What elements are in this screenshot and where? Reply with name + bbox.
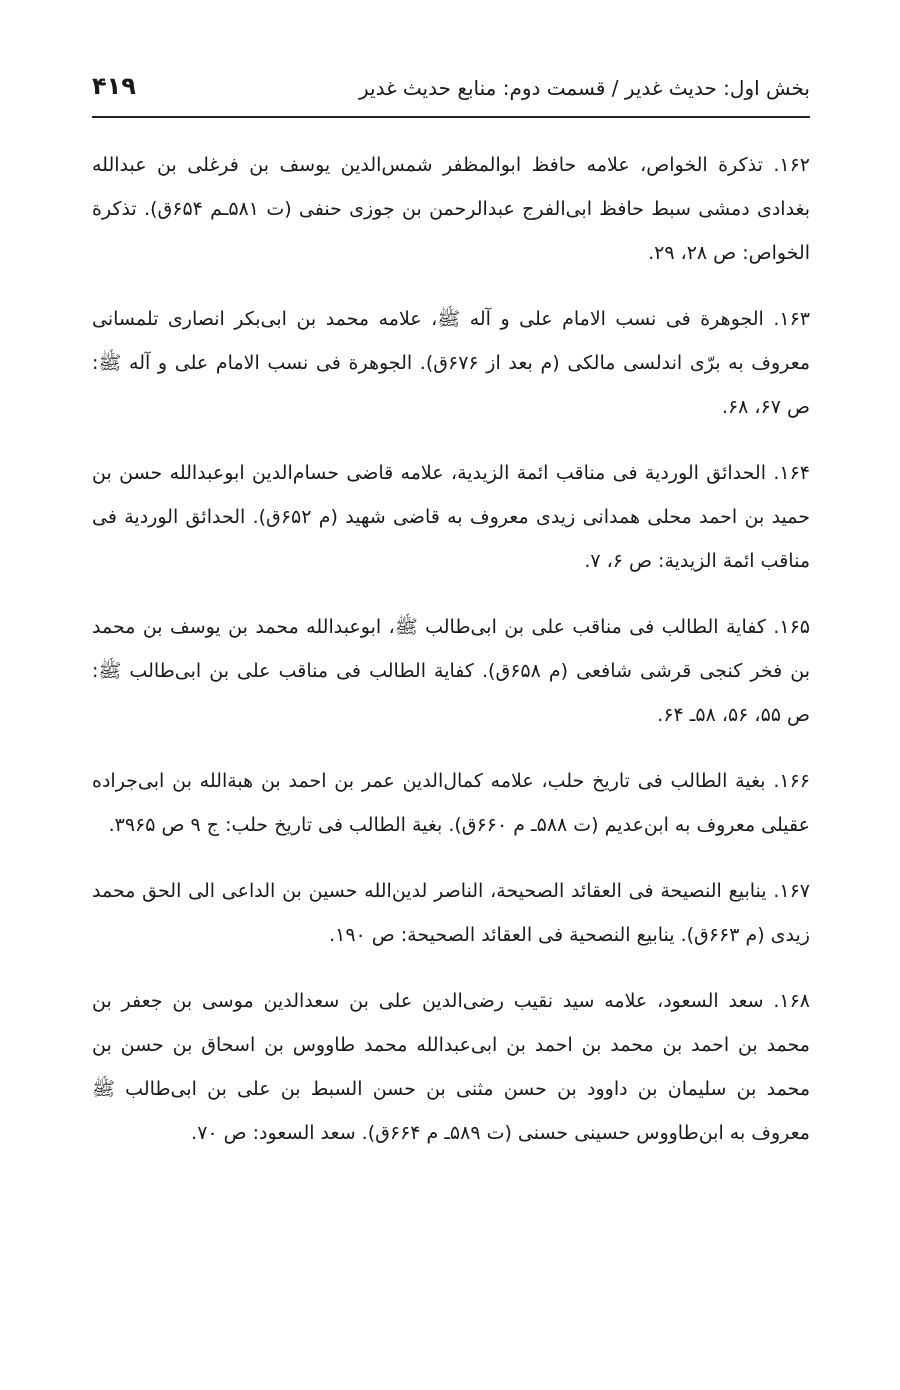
bibliography-entry-163: ۱۶۳. الجوهرة فی نسب الامام علی و آله ﷺ، علامه محمد بن ابی‌بکر انصاری تلمسانی معروف به برّی اندلسی مالکی (م بعد از ۶۷۶ق). الجوهرة فی نسب الامام علی و آله ﷺ: ص ۶۷، ۶۸. bbox=[92, 308, 810, 418]
page-number: ۴۱۹ bbox=[92, 72, 136, 100]
bibliography-entry-164: ۱۶۴. الحدائق الوردیة فی مناقب ائمة الزیدیة، علامه قاضی حسام‌الدین ابوعبدالله حسن بن حمید بن احمد محلی همدانی زیدی معروف به قاضی شهید (م ۶۵۲ق). الحدائق الوردیة فی مناقب ائمة الزیدیة: ص ۶، ۷. bbox=[92, 462, 811, 572]
bibliography-entry-168: ۱۶۸. سعد السعود، علامه سید نقیب رضی‌الدین علی بن سعدالدین موسی بن جعفر بن محمد بن احمد بن محمد بن احمد بن ابی‌عبدالله محمد طاووس بن اسحاق بن حسن بن محمد بن سلیمان بن داوود بن حسن مثنی بن حسن السبط بن علی بن ابی‌طالب ﷺ معروف به ابن‌طاووس حسینی حسنی (ت ۵۸۹ـ م ۶۶۴ق). سعد السعود: ص ۷۰. bbox=[92, 990, 810, 1144]
bibliography-entry-162: ۱۶۲. تذکرة الخواص، علامه حافظ ابوالمظفر شمس‌الدین یوسف بن فرغلی بن عبدالله بغدادی دمشی سبط حافظ ابی‌الفرج عبدالرحمن بن جوزی حنفی (ت ۵۸۱ـم ۶۵۴ق). تذکرة الخواص: ص ۲۸، ۲۹. bbox=[92, 154, 810, 264]
bibliography-list bbox=[92, 143, 810, 1177]
bibliography-entry-166: ۱۶۶. بغیة الطالب فی تاریخ حلب، علامه کمال‌الدین عمر بن احمد بن هبة‌الله بن ابی‌جراده عقیلی معروف به ابن‌عدیم (ت ۵۸۸ـ م ۶۶۰ق). بغیة الطالب فی تاریخ حلب: ج ۹ ص ۳۹۶۵. bbox=[92, 770, 810, 836]
bibliography-entry-167: ۱۶۷. ینابیع النصیحة فی العقائد الصحیحة، الناصر لدین‌الله حسین بن الداعی الی الحق محمد زیدی (م ۶۶۳ق). ینابیع النصحیة فی العقائد الصحیحة: ص ۱۹۰. bbox=[92, 880, 810, 946]
bibliography-entry-165: ۱۶۵. کفایة الطالب فی مناقب علی بن ابی‌طالب ﷺ، ابوعبدالله محمد بن یوسف بن محمد بن فخر کنجی قرشی شافعی (م ۶۵۸ق). کفایة الطالب فی مناقب علی بن ابی‌طالب ﷺ: ص ۵۵، ۵۶، ۵۸ـ ۶۴. bbox=[92, 616, 810, 726]
header-divider bbox=[92, 116, 810, 118]
running-title: بخش اول: حدیث غدیر / قسمت دوم: منابع حدیث غدیر bbox=[358, 76, 810, 100]
page-header bbox=[92, 68, 810, 112]
